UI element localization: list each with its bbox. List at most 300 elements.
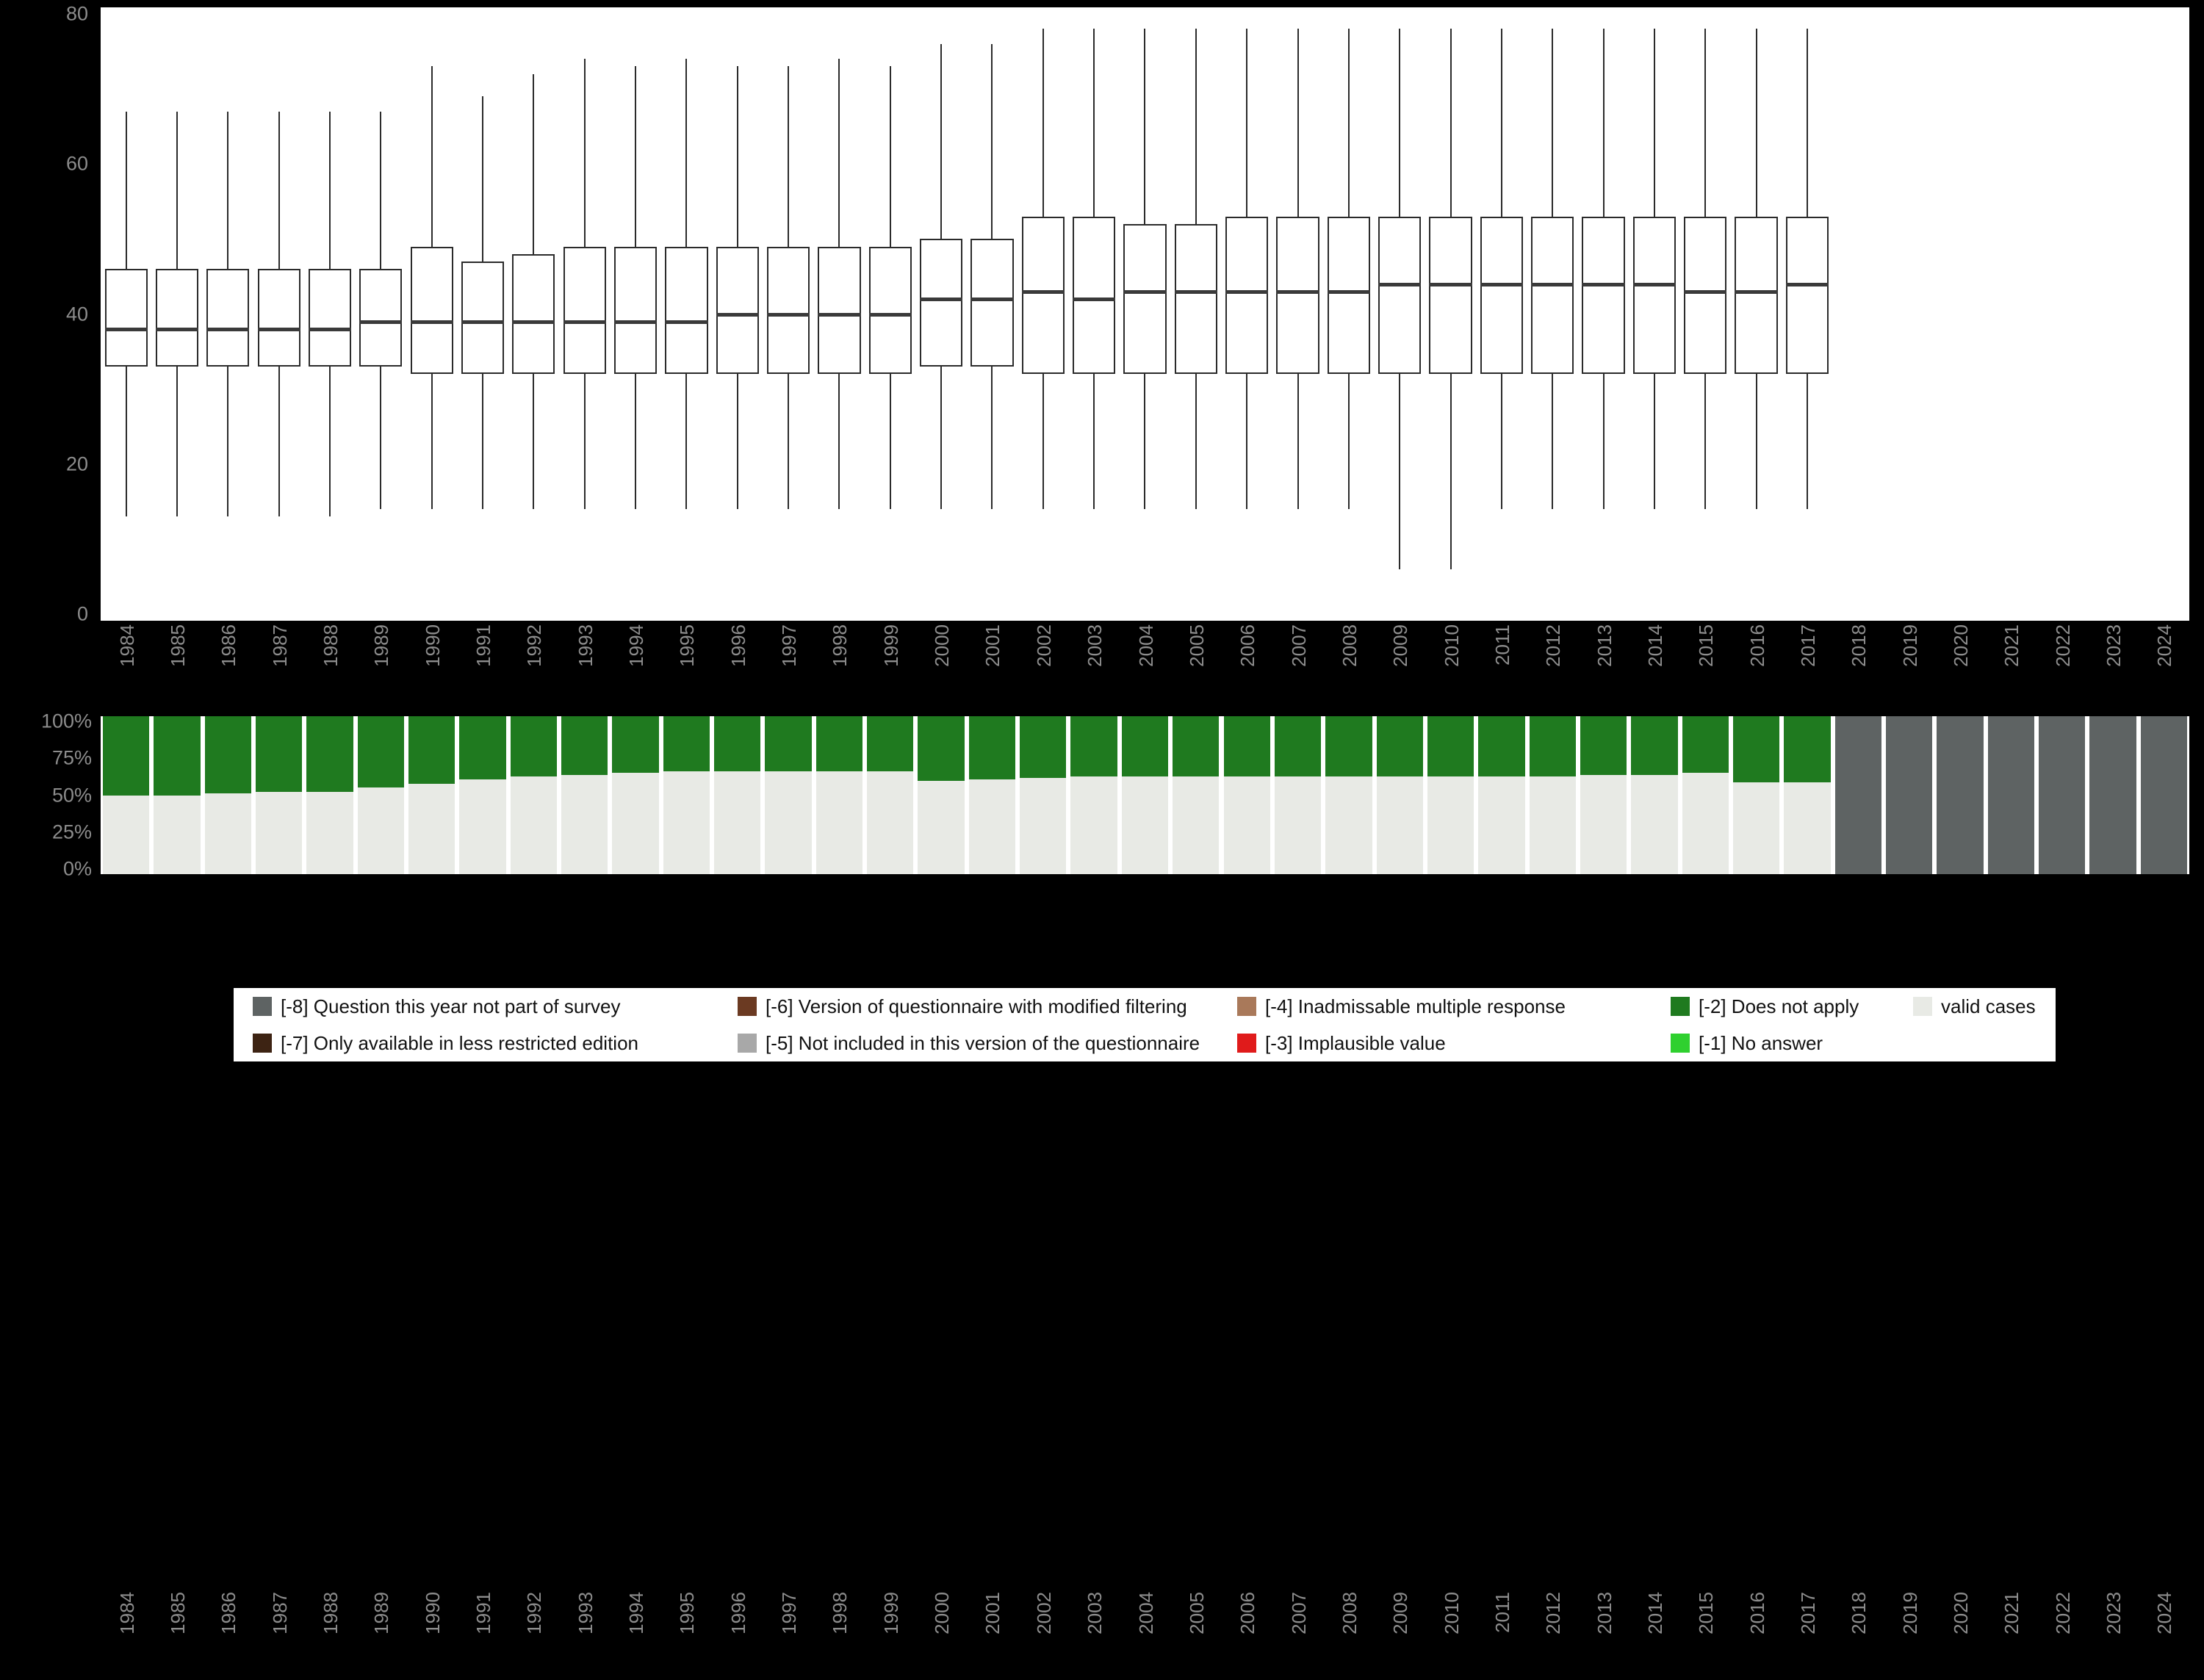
stacked-bar-column (205, 716, 251, 874)
stacked-bar-x-tick-label: 2024 (2153, 1592, 2176, 1634)
boxplot-box (508, 7, 559, 621)
stacked-bar-segment (1733, 782, 1779, 874)
stacked-bar-column (1682, 716, 1729, 874)
boxplot-median-line (716, 313, 759, 317)
boxplot-iqr-box (1175, 224, 1217, 374)
stacked-bar-plot-area (101, 716, 2189, 874)
stacked-bar-x-tick-label: 1991 (472, 1592, 495, 1634)
boxplot-box (1375, 7, 1425, 621)
stacked-bar-column (511, 716, 557, 874)
boxplot-median-line (1480, 283, 1523, 286)
boxplot-x-tick-label: 1986 (217, 624, 240, 667)
stacked-bar-column (765, 716, 811, 874)
stacked-bar-segment (1377, 716, 1423, 776)
boxplot-iqr-box (1633, 217, 1676, 374)
stacked-bar-column (612, 716, 658, 874)
boxplot-x-tick-label: 2024 (2153, 624, 2176, 667)
stacked-bar-column (1733, 716, 1779, 874)
stacked-bar-x-tick-label: 1992 (523, 1592, 546, 1634)
boxplot-box (1527, 7, 1578, 621)
stacked-bar-y-tick-label: 50% (51, 784, 92, 806)
legend-item (1894, 997, 2056, 1016)
boxplot-box (661, 7, 712, 621)
boxplot-median-line (309, 328, 351, 331)
boxplot-iqr-box (970, 239, 1013, 367)
boxplot-x-tick-label: 1991 (472, 624, 495, 667)
boxplot-x-tick-label: 2008 (1338, 624, 1361, 667)
stacked-bar-y-tick-label: 75% (51, 746, 92, 769)
stacked-bar-segment (1377, 776, 1423, 874)
stacked-bar-x-tick-label: 1997 (778, 1592, 801, 1634)
boxplot-x-tick-label: 2012 (1542, 624, 1565, 667)
stacked-bar-segment (1988, 716, 2034, 874)
stacked-bar-x-tick-label: 2002 (1032, 1592, 1055, 1634)
stacked-bar-segment (1682, 773, 1729, 874)
boxplot-box (1272, 7, 1323, 621)
boxplot-iqr-box (156, 269, 198, 367)
boxplot-box (610, 7, 660, 621)
stacked-bar-segment (1275, 716, 1321, 776)
boxplot-box (1018, 7, 1068, 621)
boxplot-x-tick-label: 2021 (2000, 624, 2023, 667)
stacked-bar-x-tick-label: 2014 (1643, 1592, 1666, 1634)
boxplot-box (304, 7, 355, 621)
boxplot-box (712, 7, 763, 621)
stacked-bar-segment (714, 771, 760, 874)
boxplot-x-tick-label: 2023 (2102, 624, 2125, 667)
boxplot-iqr-box (359, 269, 402, 367)
stacked-bar-segment (1530, 776, 1576, 874)
legend-label: [-7] Only available in less restricted edition (281, 1032, 639, 1054)
boxplot-x-tick-label: 1999 (879, 624, 902, 667)
stacked-bar-x-tick-label: 2012 (1542, 1592, 1565, 1634)
stacked-bar-column (1173, 716, 1219, 874)
stacked-bar-segment (459, 779, 505, 874)
stacked-bar-column (1988, 716, 2034, 874)
stacked-bar-column (2089, 716, 2136, 874)
boxplot-median-line (920, 298, 962, 301)
stacked-bar-segment (408, 716, 455, 784)
stacked-bar-segment (103, 716, 149, 796)
boxplot-iqr-box (258, 269, 300, 367)
boxplot-iqr-box (1429, 217, 1472, 374)
legend-item (1218, 1034, 1652, 1053)
boxplot-median-line (1175, 290, 1217, 294)
legend-label: [-4] Inadmissable multiple response (1265, 995, 1566, 1017)
stacked-bar-segment (306, 716, 353, 792)
stacked-bar-segment (714, 716, 760, 771)
boxplot-box (1425, 7, 1476, 621)
boxplot-box (457, 7, 508, 621)
stacked-bar-segment (1886, 716, 1932, 874)
boxplot-x-tick-label: 2000 (931, 624, 954, 667)
boxplot-iqr-box (1786, 217, 1829, 374)
boxplot-x-tick-label: 2006 (1236, 624, 1259, 667)
boxplot-box (203, 7, 253, 621)
stacked-bar-segment (1682, 716, 1729, 773)
boxplot-iqr-box (206, 269, 249, 367)
stacked-bar-segment (1530, 716, 1576, 776)
boxplot-box (406, 7, 457, 621)
stacked-bar-x-tick-label: 2004 (1134, 1592, 1157, 1634)
stacked-bar-segment (2039, 716, 2085, 874)
stacked-bar-x-tick-label: 1985 (167, 1592, 189, 1634)
boxplot-median-line (1073, 298, 1115, 301)
boxplot-x-tick-label: 2009 (1389, 624, 1412, 667)
boxplot-x-tick-label: 2005 (1185, 624, 1208, 667)
stacked-bar-segment (1070, 776, 1117, 874)
stacked-bar-segment (256, 716, 302, 792)
boxplot-x-tick-label: 1993 (574, 624, 597, 667)
stacked-bar-segment (1070, 716, 1117, 776)
boxplot-median-line (1786, 283, 1829, 286)
legend-label: [-3] Implausible value (1265, 1032, 1446, 1054)
boxplot-y-tick-label: 60 (65, 152, 88, 175)
stacked-bar-segment (765, 716, 811, 771)
boxplot-median-line (614, 320, 657, 324)
stacked-bar-column (1122, 716, 1168, 874)
stacked-bar-x-tick-label: 2001 (982, 1592, 1004, 1634)
boxplot-x-axis (101, 624, 2189, 713)
stacked-bar-segment (205, 793, 251, 874)
stacked-bar-column (358, 716, 404, 874)
legend-swatch (253, 997, 272, 1016)
stacked-bar-x-tick-label: 2008 (1338, 1592, 1361, 1634)
stacked-bar-segment (816, 716, 862, 771)
boxplot-median-line (258, 328, 300, 331)
stacked-bar-x-tick-label: 2011 (1491, 1592, 1513, 1633)
boxplot-median-line (1684, 290, 1726, 294)
stacked-bar-column (867, 716, 913, 874)
boxplot-median-line (1328, 290, 1370, 294)
boxplot-median-line (156, 328, 198, 331)
legend-item (719, 997, 1218, 1016)
stacked-bar-column (1478, 716, 1524, 874)
boxplot-median-line (1582, 283, 1624, 286)
stacked-bar-segment (1631, 716, 1677, 775)
stacked-bar-segment (1325, 716, 1372, 776)
legend-item (234, 997, 719, 1016)
boxplot-median-line (512, 320, 555, 324)
legend-item (1218, 997, 1652, 1016)
stacked-bar-segment (306, 792, 353, 874)
legend-item (1652, 1034, 1894, 1053)
legend-item (234, 1034, 719, 1053)
stacked-bar-x-tick-label: 2007 (1287, 1592, 1310, 1634)
boxplot-x-tick-label: 2013 (1593, 624, 1616, 667)
stacked-bar-segment (205, 716, 251, 793)
stacked-bar-segment (918, 716, 964, 781)
stacked-bar-segment (1173, 716, 1219, 776)
boxplot-x-tick-label: 2018 (1848, 624, 1870, 667)
boxplot-iqr-box (1582, 217, 1624, 374)
stacked-bar-segment (2141, 716, 2187, 874)
stacked-bar-segment (358, 787, 404, 874)
stacked-bar-segment (256, 792, 302, 874)
stacked-bar-column (2039, 716, 2085, 874)
stacked-bar-x-tick-label: 1996 (727, 1592, 749, 1634)
boxplot-iqr-box (767, 247, 810, 375)
stacked-bar-y-tick-label: 0% (62, 857, 92, 880)
stacked-bar-column (1275, 716, 1321, 874)
boxplot-x-tick-label: 1984 (115, 624, 138, 667)
stacked-bar-segment (1580, 716, 1627, 775)
boxplot-box (1782, 7, 1832, 621)
boxplot-x-tick-label: 2001 (982, 624, 1004, 667)
boxplot-median-line (665, 320, 707, 324)
legend-swatch (738, 1034, 757, 1053)
boxplot-iqr-box (1073, 217, 1115, 374)
boxplot-x-tick-label: 1994 (625, 624, 648, 667)
boxplot-x-tick-label: 1989 (370, 624, 393, 667)
stacked-bar-x-tick-label: 1988 (320, 1592, 342, 1634)
stacked-bar-x-tick-label: 1986 (217, 1592, 240, 1634)
stacked-bar-segment (1835, 716, 1881, 874)
stacked-bar-column (1580, 716, 1627, 874)
boxplot-box (1629, 7, 1679, 621)
stacked-bar-x-tick-label: 1994 (625, 1592, 648, 1634)
boxplot-median-line (818, 313, 860, 317)
stacked-bar-x-tick-label: 1989 (370, 1592, 393, 1634)
boxplot-box (915, 7, 966, 621)
stacked-bar-column (1325, 716, 1372, 874)
stacked-bar-segment (1784, 716, 1830, 782)
legend (234, 988, 2056, 1061)
boxplot-box (814, 7, 865, 621)
stacked-bar-column (816, 716, 862, 874)
boxplot-iqr-box (1480, 217, 1523, 374)
stacked-bar-segment (1733, 716, 1779, 782)
stacked-bar-x-tick-label: 1987 (268, 1592, 291, 1634)
stacked-bar-x-tick-label: 2000 (931, 1592, 954, 1634)
boxplot-iqr-box (105, 269, 148, 367)
legend-swatch (253, 1034, 272, 1053)
stacked-bar-column (1835, 716, 1881, 874)
legend-row-2 (234, 1025, 2056, 1061)
stacked-bar-segment (663, 716, 710, 771)
boxplot-iqr-box (1225, 217, 1268, 374)
boxplot-median-line (1633, 283, 1676, 286)
stacked-bar-column (154, 716, 200, 874)
boxplot-x-tick-label: 1985 (167, 624, 189, 667)
boxplot-y-tick-label: 40 (65, 303, 88, 325)
stacked-bar-column (1937, 716, 1983, 874)
boxplot-x-tick-label: 2020 (1949, 624, 1972, 667)
stacked-bar-column (306, 716, 353, 874)
stacked-bar-x-tick-label: 2018 (1848, 1592, 1870, 1634)
stacked-bar-column (408, 716, 455, 874)
boxplot-iqr-box (716, 247, 759, 375)
stacked-bar-x-tick-label: 1984 (115, 1592, 138, 1634)
boxplot-iqr-box (1276, 217, 1319, 374)
stacked-bar-y-tick-label: 100% (40, 710, 92, 732)
stacked-bar-x-tick-label: 2016 (1746, 1592, 1768, 1634)
boxplot-iqr-box (665, 247, 707, 375)
legend-swatch (738, 997, 757, 1016)
stacked-bar-segment (1427, 716, 1474, 776)
boxplot-median-line (359, 320, 402, 324)
boxplot-x-tick-label: 1987 (268, 624, 291, 667)
stacked-bar-segment (1784, 782, 1830, 874)
stacked-bar-segment (561, 775, 608, 874)
boxplot-median-line (1123, 290, 1166, 294)
stacked-bar-segment (1325, 776, 1372, 874)
boxplot-median-line (1276, 290, 1319, 294)
stacked-bar-column (969, 716, 1015, 874)
stacked-bar-x-tick-label: 1999 (879, 1592, 902, 1634)
legend-item (1652, 997, 1894, 1016)
boxplot-x-tick-label: 2015 (1695, 624, 1718, 667)
boxplot-box (253, 7, 304, 621)
boxplot-x-tick-label: 2010 (1440, 624, 1463, 667)
boxplot-plot-area (101, 7, 2189, 621)
stacked-bar-segment (765, 771, 811, 874)
boxplot-iqr-box (1022, 217, 1065, 374)
boxplot-box (1170, 7, 1221, 621)
boxplot-box (967, 7, 1018, 621)
boxplot-median-line (767, 313, 810, 317)
boxplot-iqr-box (818, 247, 860, 375)
boxplot-median-line (869, 313, 912, 317)
legend-swatch (1913, 997, 1932, 1016)
stacked-bar-segment (2089, 716, 2136, 874)
boxplot-x-tick-label: 2017 (1796, 624, 1819, 667)
stacked-bar-segment (816, 771, 862, 874)
stacked-bar-column (561, 716, 608, 874)
boxplot-iqr-box (1531, 217, 1574, 374)
boxplot-median-line (1429, 283, 1472, 286)
stacked-bar-segment (1020, 716, 1066, 778)
boxplot-box (1578, 7, 1629, 621)
boxplot-iqr-box (563, 247, 606, 375)
legend-swatch (1237, 997, 1256, 1016)
boxplot-iqr-box (411, 247, 453, 375)
stacked-bar-segment (358, 716, 404, 787)
boxplot-median-line (1378, 283, 1421, 286)
stacked-bar-x-tick-label: 2015 (1695, 1592, 1718, 1634)
boxplot-box (559, 7, 610, 621)
stacked-bar-x-tick-label: 2010 (1440, 1592, 1463, 1634)
stacked-bar-segment (612, 773, 658, 874)
boxplot-y-tick-label: 0 (76, 602, 88, 625)
boxplot-x-tick-label: 1998 (829, 624, 851, 667)
boxplot-x-tick-label: 2002 (1032, 624, 1055, 667)
legend-row-1 (234, 988, 2056, 1025)
stacked-bar-segment (918, 781, 964, 874)
legend-label: [-2] Does not apply (1699, 995, 1859, 1017)
stacked-bar-x-tick-label: 1993 (574, 1592, 597, 1634)
stacked-bar-x-tick-label: 2006 (1236, 1592, 1259, 1634)
legend-swatch (1671, 997, 1690, 1016)
stacked-bar-column (1020, 716, 1066, 874)
stacked-bar-segment (1224, 776, 1270, 874)
stacked-bar-segment (1937, 716, 1983, 874)
boxplot-iqr-box (614, 247, 657, 375)
boxplot-box (1476, 7, 1527, 621)
boxplot-box (865, 7, 915, 621)
stacked-bar-segment (1224, 716, 1270, 776)
boxplot-y-tick-label: 20 (65, 453, 88, 475)
boxplot-x-tick-label: 2014 (1643, 624, 1666, 667)
stacked-bar-segment (511, 776, 557, 874)
boxplot-box (1222, 7, 1272, 621)
boxplot-box (1120, 7, 1170, 621)
stacked-bar-x-axis (101, 1592, 2189, 1680)
stacked-bar-x-tick-label: 2022 (2051, 1592, 2074, 1634)
legend-item (719, 1034, 1218, 1053)
boxplot-median-line (411, 320, 453, 324)
stacked-bar-segment (612, 716, 658, 773)
boxplot-box (1068, 7, 1119, 621)
stacked-bar-segment (1173, 776, 1219, 874)
stacked-bar-x-tick-label: 2023 (2102, 1592, 2125, 1634)
stacked-bar-column (1631, 716, 1677, 874)
boxplot-x-tick-label: 1990 (421, 624, 444, 667)
boxplot-iqr-box (1378, 217, 1421, 374)
stacked-bar-x-tick-label: 2019 (1898, 1592, 1921, 1634)
boxplot-iqr-box (461, 262, 504, 374)
stacked-bar-segment (867, 716, 913, 771)
boxplot-median-line (461, 320, 504, 324)
legend-label: [-5] Not included in this version of the questionnaire (766, 1032, 1200, 1054)
stacked-bar-segment (1427, 776, 1474, 874)
boxplot-iqr-box (1123, 224, 1166, 374)
boxplot-x-tick-label: 1992 (523, 624, 546, 667)
stacked-bar-x-tick-label: 2009 (1389, 1592, 1412, 1634)
stacked-bar-segment (1580, 775, 1627, 874)
stacked-bar-segment (969, 779, 1015, 874)
boxplot-x-tick-label: 2022 (2051, 624, 2074, 667)
boxplot-median-line (105, 328, 148, 331)
stacked-bar-column (1530, 716, 1576, 874)
boxplot-median-line (1022, 290, 1065, 294)
boxplot-iqr-box (1735, 217, 1777, 374)
legend-swatch (1237, 1034, 1256, 1053)
stacked-bar-segment (459, 716, 505, 779)
stacked-bar-segment (561, 716, 608, 775)
boxplot-box (151, 7, 202, 621)
stacked-bar-y-tick-label: 25% (51, 821, 92, 843)
stacked-bar-segment (154, 796, 200, 875)
legend-label: [-1] No answer (1699, 1032, 1823, 1054)
boxplot-panel (0, 0, 2204, 667)
stacked-bar-column (1886, 716, 1932, 874)
boxplot-x-tick-label: 2007 (1287, 624, 1310, 667)
boxplot-iqr-box (1328, 217, 1370, 374)
boxplot-box (763, 7, 813, 621)
stacked-bar-column (1070, 716, 1117, 874)
stacked-bar-segment (663, 771, 710, 874)
boxplot-box (1731, 7, 1782, 621)
boxplot-x-tick-label: 2003 (1084, 624, 1106, 667)
stacked-bar-x-tick-label: 2020 (1949, 1592, 1972, 1634)
boxplot-box (356, 7, 406, 621)
boxplot-box (1680, 7, 1731, 621)
boxplot-box (1323, 7, 1374, 621)
boxplot-median-line (970, 298, 1013, 301)
stacked-bar-x-tick-label: 1995 (676, 1592, 699, 1634)
stacked-bar-column (256, 716, 302, 874)
boxplot-iqr-box (869, 247, 912, 375)
boxplot-series (101, 7, 2189, 621)
boxplot-iqr-box (309, 269, 351, 367)
stacked-bar-x-tick-label: 2005 (1185, 1592, 1208, 1634)
boxplot-median-line (1735, 290, 1777, 294)
stacked-bar-column (1784, 716, 1830, 874)
stacked-bar-column (1427, 716, 1474, 874)
boxplot-box (101, 7, 151, 621)
boxplot-median-line (1225, 290, 1268, 294)
